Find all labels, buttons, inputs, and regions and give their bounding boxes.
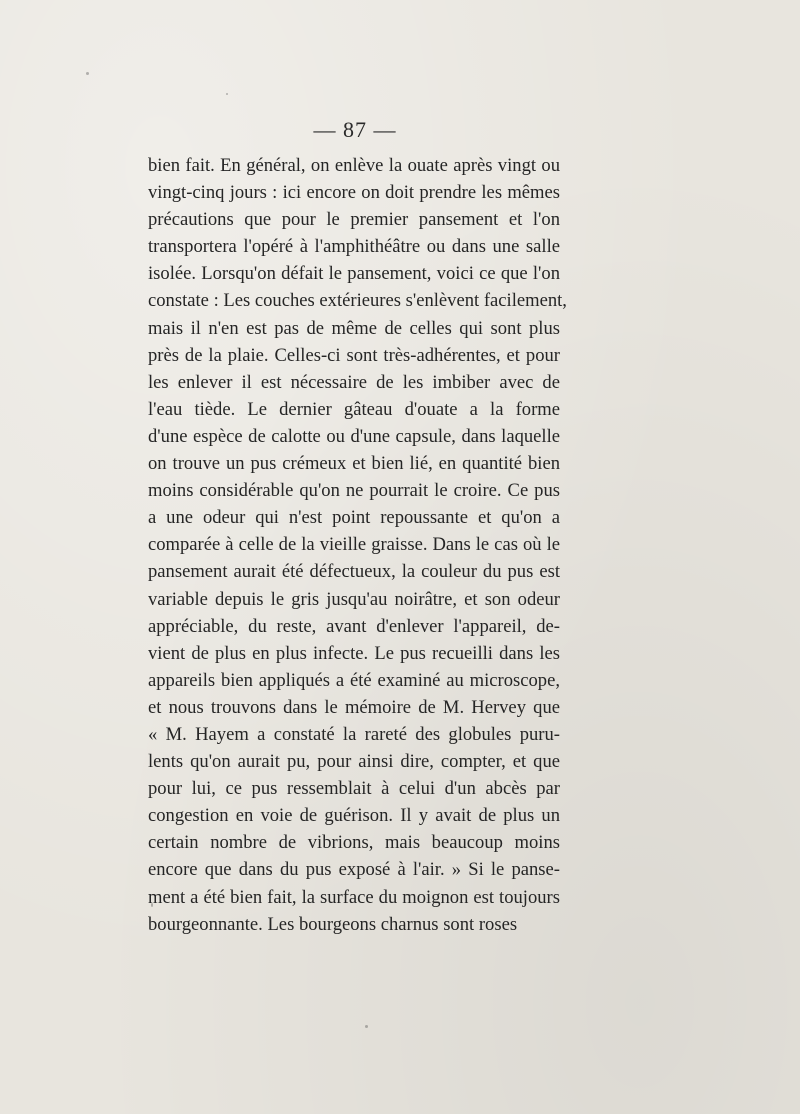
- text-line: congestion en voie de guérison. Il y avait de plus un: [148, 805, 560, 827]
- text-line: constate : Les couches extérieures s'enlèvent facilement,: [148, 290, 567, 312]
- text-line: mais il n'en est pas de même de celles qui sont plus: [148, 317, 560, 339]
- text-line: précautions que pour le premier pansement et l'on: [148, 209, 560, 231]
- text-line: et nous trouvons dans le mémoire de M. Hervey que: [148, 696, 560, 718]
- text-line: encore que dans du pus exposé à l'air. » Si le panse-: [148, 859, 560, 881]
- text-line: les enlever il est nécessaire de les imbiber avec de: [148, 371, 560, 393]
- paper-speck: [151, 903, 153, 907]
- text-line: comparée à celle de la vieille graisse. Dans le cas où le: [148, 534, 560, 556]
- text-line: ment a été bien fait, la surface du moignon est toujours: [148, 886, 560, 908]
- text-line: isolée. Lorsqu'on défait le pansement, voici ce que l'on: [148, 263, 560, 285]
- page-number: — 87 —: [313, 117, 397, 142]
- text-line: pansement aurait été défectueux, la couleur du pus est: [148, 561, 560, 583]
- text-line: bourgeonnante. Les bourgeons charnus sont roses: [148, 913, 518, 935]
- text-line: près de la plaie. Celles-ci sont très-adhérentes, et pour: [148, 344, 560, 366]
- text-line: bien fait. En général, on enlève la ouate après vingt ou: [148, 155, 560, 176]
- text-line: on trouve un pus crémeux et bien lié, en quantité bien: [148, 453, 560, 475]
- paper-speck: [226, 93, 228, 95]
- text-line: appareils bien appliqués a été examiné au microscope,: [148, 669, 560, 691]
- text-line: moins considérable qu'on ne pourrait le croire. Ce pus: [148, 480, 560, 502]
- text-line: vingt-cinq jours : ici encore on doit prendre les mêmes: [148, 182, 560, 204]
- text-line: lents qu'on aurait pu, pour ainsi dire, compter, et que: [148, 751, 560, 773]
- paper-speck: [365, 1025, 368, 1028]
- text-line: certain nombre de vibrions, mais beaucoup moins: [148, 832, 560, 854]
- text-line: l'eau tiède. Le dernier gâteau d'ouate a la forme: [148, 398, 560, 420]
- text-line: a une odeur qui n'est point repoussante et qu'on a: [148, 507, 560, 529]
- text-line: vient de plus en plus infecte. Le pus recueilli dans les: [148, 642, 560, 664]
- text-line: variable depuis le gris jusqu'au noirâtre, et son odeur: [148, 588, 560, 610]
- body-text: [148, 152, 567, 938]
- text-line: transportera l'opéré à l'amphithéâtre ou dans une salle: [148, 236, 560, 258]
- text-line: appréciable, du reste, avant d'enlever l'appareil, de-: [148, 615, 560, 637]
- text-line: d'une espèce de calotte ou d'une capsule, dans laquelle: [148, 425, 560, 447]
- paper-speck: [86, 72, 89, 75]
- text-line: « M. Hayem a constaté la rareté des globules puru-: [148, 723, 560, 745]
- text-line: pour lui, ce pus ressemblait à celui d'un abcès par: [148, 778, 560, 800]
